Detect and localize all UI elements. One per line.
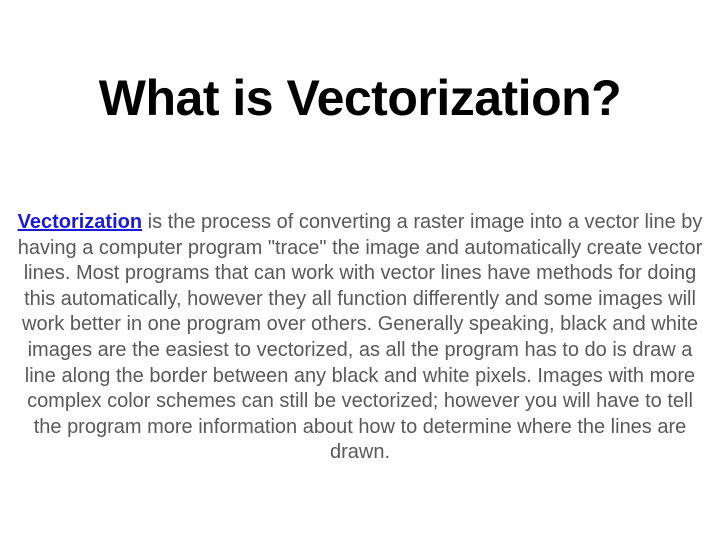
slide-title: What is Vectorization? xyxy=(98,70,622,126)
slide-body-paragraph xyxy=(14,210,706,466)
vectorization-link[interactable]: Vectorization xyxy=(17,211,143,233)
body-text: is the process of converting a raster image into a vector line by having a computer program "trace" the image and automatically create vector lines. Most programs that can work with vector lines have methods for doing this automatically, however they all function differently and some images will work better in one program over others. Generally speaking, black and white images are the easiest to vectorized, as all the program has to do is draw a line along the border between any black and white pixels. Images with more complex color schemes can still be vectorized; however you will have to tell the program more information about how to determine where the lines are drawn. xyxy=(17,211,703,464)
